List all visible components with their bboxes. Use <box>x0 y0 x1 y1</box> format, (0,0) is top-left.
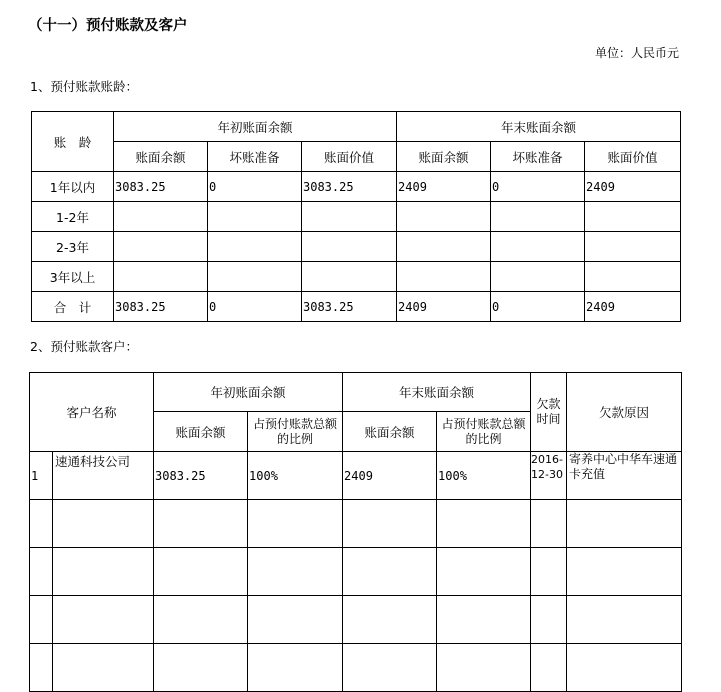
row-label: 3年以上 <box>32 262 114 292</box>
begin-balance-group-header: 年初账面余额 <box>114 112 397 142</box>
section-heading: （十一）预付账款及客户 <box>28 18 188 34</box>
table-cell <box>397 262 491 292</box>
begin-balance: 3083.25 <box>154 452 248 500</box>
overdue-time: 2016-12-30 <box>531 452 567 500</box>
sub-header: 账面价值 <box>302 142 397 172</box>
end-balance-group-header: 年末账面余额 <box>397 112 681 142</box>
row-label: 1-2年 <box>32 202 114 232</box>
row-number: 1 <box>30 452 53 500</box>
table-cell: 2409 <box>397 172 491 202</box>
sub-header: 账面余额 <box>154 412 248 452</box>
row-label: 合 计 <box>32 292 114 322</box>
table-row <box>30 548 682 596</box>
end-balance: 2409 <box>343 452 437 500</box>
table-row <box>32 202 681 232</box>
aging-subtitle: 1、预付账款账龄： <box>30 79 138 94</box>
table-cell: 3083.25 <box>114 292 208 322</box>
sub-header: 坏账准备 <box>491 142 585 172</box>
sub-header: 占预付账款总额的比例 <box>437 412 531 452</box>
sub-header: 账面余额 <box>343 412 437 452</box>
overdue-reason: 寄养中心中华车速通卡充值 <box>567 452 682 500</box>
table-cell <box>114 232 208 262</box>
overdue-reason-header: 欠款原因 <box>567 373 682 452</box>
sub-header: 账面余额 <box>397 142 491 172</box>
table-row <box>32 262 681 292</box>
sub-header: 占预付账款总额的比例 <box>248 412 343 452</box>
table-cell <box>397 232 491 262</box>
sub-header: 账面价值 <box>585 142 681 172</box>
table-cell <box>491 232 585 262</box>
table-cell: 0 <box>491 172 585 202</box>
row-label: 1年以内 <box>32 172 114 202</box>
table-cell <box>208 232 302 262</box>
aging-col-header: 账 龄 <box>32 112 114 172</box>
table-cell <box>208 202 302 232</box>
table-cell <box>208 262 302 292</box>
table-cell: 0 <box>491 292 585 322</box>
aging-table <box>31 111 681 322</box>
table-cell <box>302 232 397 262</box>
table-row <box>32 232 681 262</box>
table-row <box>30 500 682 548</box>
customers-table <box>29 372 682 692</box>
table-cell: 3083.25 <box>114 172 208 202</box>
table-cell <box>491 262 585 292</box>
table-row <box>30 644 682 692</box>
begin-balance-group-header: 年初账面余额 <box>154 373 343 412</box>
table-cell: 2409 <box>585 292 681 322</box>
table-cell <box>397 202 491 232</box>
sub-header: 坏账准备 <box>208 142 302 172</box>
table-cell <box>302 202 397 232</box>
customer-name: 速通科技公司 <box>53 452 154 500</box>
overdue-time-header: 欠款时间 <box>531 373 567 452</box>
customer-name-header: 客户名称 <box>30 373 154 452</box>
table-row <box>30 596 682 644</box>
table-row <box>30 452 682 500</box>
table-cell <box>585 262 681 292</box>
table-cell <box>585 232 681 262</box>
row-label: 2-3年 <box>32 232 114 262</box>
table-cell: 2409 <box>585 172 681 202</box>
customers-subtitle: 2、预付账款客户： <box>30 339 138 354</box>
sub-header: 账面余额 <box>114 142 208 172</box>
end-balance-group-header: 年末账面余额 <box>343 373 531 412</box>
table-cell: 3083.25 <box>302 292 397 322</box>
table-cell: 0 <box>208 172 302 202</box>
currency-unit: 单位：人民币元 <box>594 46 679 60</box>
table-cell: 0 <box>208 292 302 322</box>
begin-ratio: 100% <box>248 452 343 500</box>
table-cell <box>302 262 397 292</box>
total-row <box>32 292 681 322</box>
end-ratio: 100% <box>437 452 531 500</box>
table-cell <box>491 202 585 232</box>
table-cell <box>114 202 208 232</box>
table-row <box>32 172 681 202</box>
table-cell <box>114 262 208 292</box>
table-cell <box>585 202 681 232</box>
table-cell: 2409 <box>397 292 491 322</box>
table-cell: 3083.25 <box>302 172 397 202</box>
